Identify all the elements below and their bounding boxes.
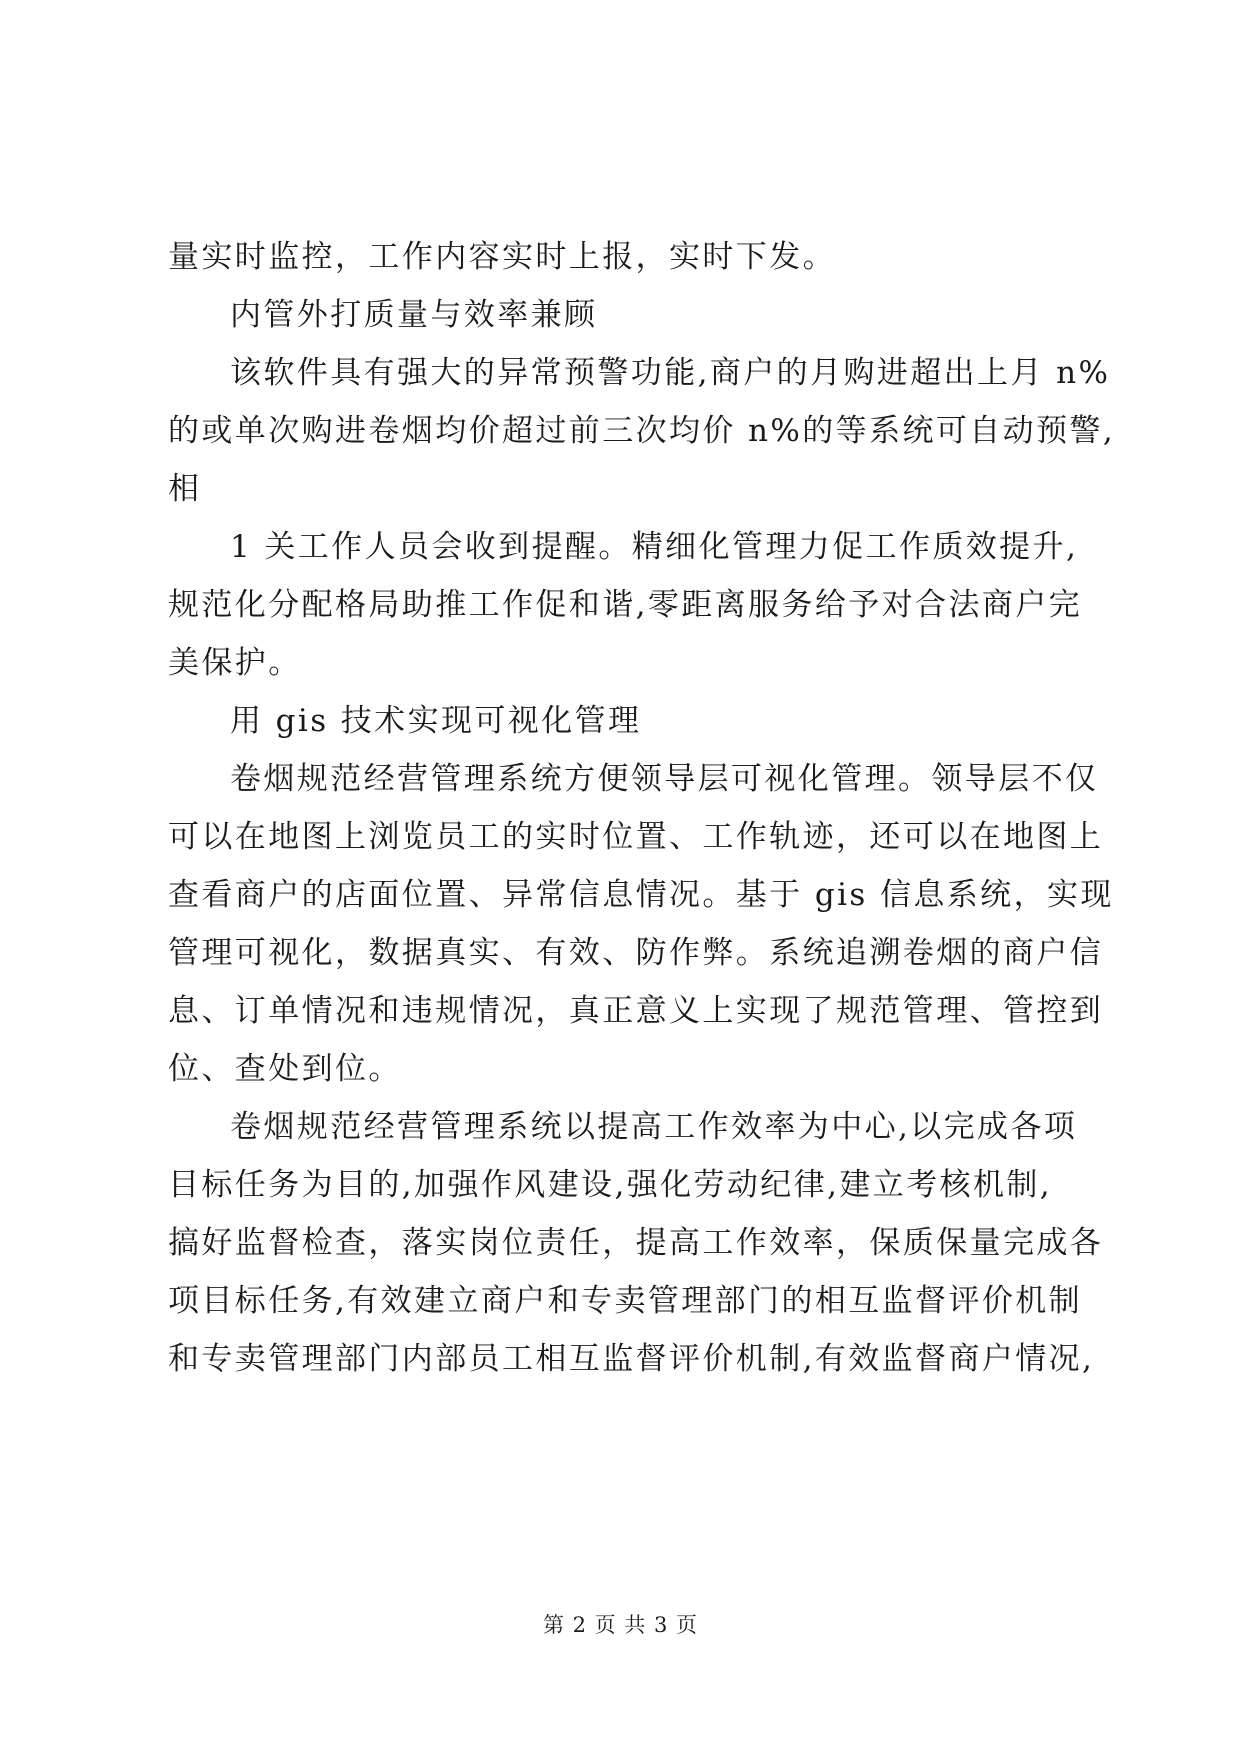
page-footer: 第 2 页 共 3 页 xyxy=(542,1613,699,1637)
text-line: 相 xyxy=(168,471,202,507)
text-line: 卷烟规范经营管理系统方便领导层可视化管理。领导层不仅 xyxy=(230,761,1099,797)
text-line: 1 关工作人员会收到提醒。精细化管理力促工作质效提升, xyxy=(230,529,1079,565)
text-line: 卷烟规范经营管理系统以提高工作效率为中心,以完成各项 xyxy=(230,1109,1078,1145)
text-line: 息、订单情况和违规情况，真正意义上实现了规范管理、管控到 xyxy=(168,993,1104,1029)
text-line: 美保护。 xyxy=(168,645,302,681)
text-line: 量实时监控，工作内容实时上报，实时下发。 xyxy=(168,239,836,275)
text-line: 该软件具有强大的异常预警功能,商户的月购进超出上月 n% xyxy=(230,355,1111,391)
text-line: 查看商户的店面位置、异常信息情况。基于 gis 信息系统，实现 xyxy=(168,877,1114,913)
text-line: 规范化分配格局助推工作促和谐,零距离服务给予对合法商户完 xyxy=(168,587,1083,623)
document-body xyxy=(168,228,1116,1388)
text-line: 和专卖管理部门内部员工相互监督评价机制,有效监督商户情况, xyxy=(168,1341,1095,1377)
text-line: 目标任务为目的,加强作风建设,强化劳动纪律,建立考核机制, xyxy=(168,1167,1053,1203)
text-line: 的或单次购进卷烟均价超过前三次均价 n%的等系统可自动预警, xyxy=(168,413,1116,449)
text-line: 搞好监督检查，落实岗位责任，提高工作效率，保质保量完成各 xyxy=(168,1225,1104,1261)
text-line: 可以在地图上浏览员工的实时位置、工作轨迹，还可以在地图上 xyxy=(168,819,1104,855)
text-line: 内管外打质量与效率兼顾 xyxy=(230,297,598,333)
text-line: 用 gis 技术实现可视化管理 xyxy=(230,703,642,739)
text-line: 位、查处到位。 xyxy=(168,1051,402,1087)
text-line: 管理可视化，数据真实、有效、防作弊。系统追溯卷烟的商户信 xyxy=(168,935,1104,971)
text-line: 项目标任务,有效建立商户和专卖管理部门的相互监督评价机制 xyxy=(168,1283,1083,1319)
